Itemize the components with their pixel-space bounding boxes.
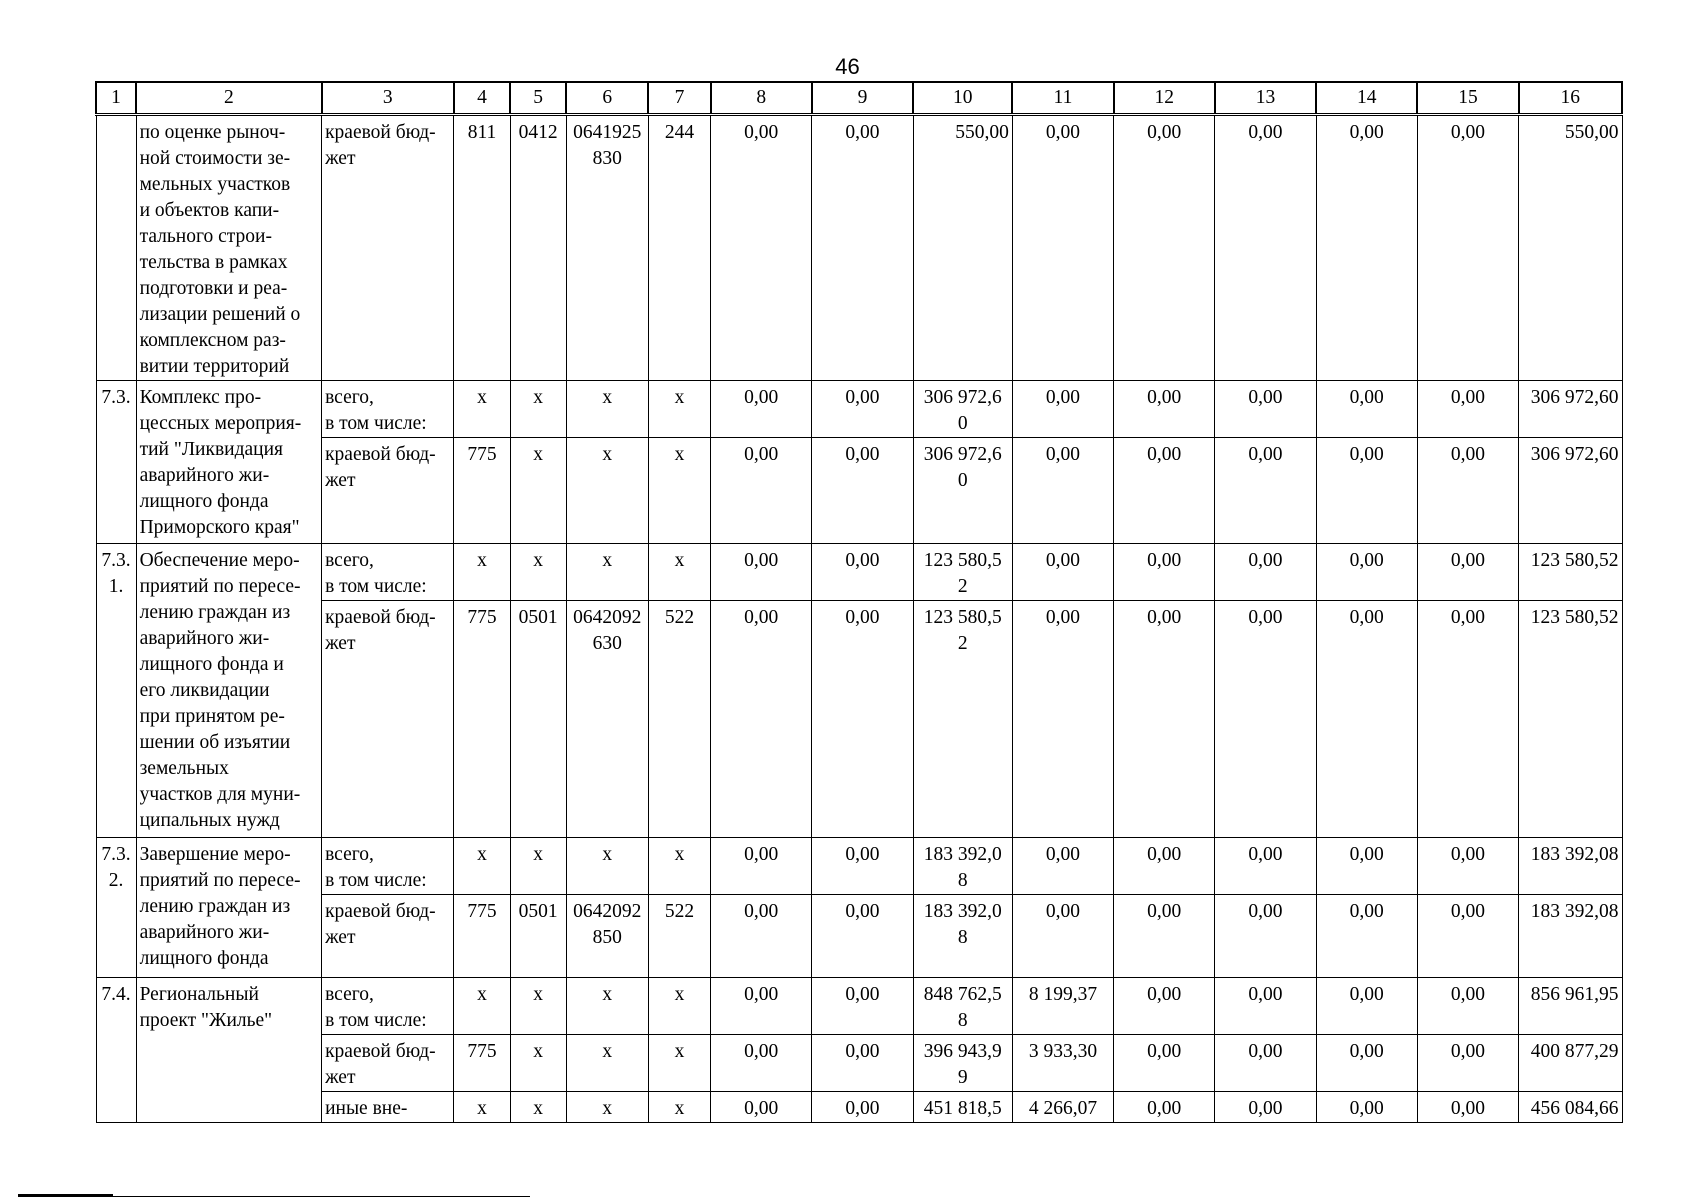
section-code: 0501: [510, 895, 566, 978]
column-header: 11: [1012, 82, 1113, 115]
column-header: 8: [711, 82, 812, 115]
value-cell: 0,00: [1215, 381, 1316, 438]
value-cell: 0,00: [812, 838, 913, 895]
footnote-divider: [18, 1196, 530, 1197]
value-cell: 0,00: [1316, 381, 1417, 438]
value-cell: 0,00: [812, 978, 913, 1035]
value-cell: 0,00: [1316, 838, 1417, 895]
value-cell: 123 580,5 2: [913, 601, 1012, 838]
value-cell: 0,00: [1114, 1092, 1215, 1123]
column-header: 5: [510, 82, 566, 115]
value-cell: 0,00: [1114, 438, 1215, 544]
funding-source: всего, в том числе:: [322, 381, 454, 438]
value-cell: 0,00: [1417, 115, 1518, 381]
column-number-header-row: [96, 82, 1622, 115]
total-cell: 183 392,08: [1519, 895, 1622, 978]
target-code: x: [566, 1035, 648, 1092]
section-code: x: [510, 1035, 566, 1092]
total-cell: 123 580,52: [1519, 544, 1622, 601]
value-cell: 0,00: [812, 381, 913, 438]
column-header: 12: [1114, 82, 1215, 115]
section-code: 0412: [510, 115, 566, 381]
value-cell: 0,00: [1114, 1035, 1215, 1092]
ministry-code: x: [454, 1092, 510, 1123]
value-cell: 0,00: [711, 1092, 812, 1123]
budget-table: [95, 81, 1623, 1123]
total-cell: 123 580,52: [1519, 601, 1622, 838]
target-code: 0642092 630: [566, 601, 648, 838]
value-cell: 0,00: [1417, 1035, 1518, 1092]
row-number: [96, 115, 136, 381]
value-cell: 0,00: [1114, 978, 1215, 1035]
expense-type-code: x: [648, 381, 710, 438]
funding-source: иные вне-: [322, 1092, 454, 1123]
expense-type-code: x: [648, 838, 710, 895]
expense-type-code: 522: [648, 895, 710, 978]
column-header: 15: [1417, 82, 1518, 115]
expense-type-code: x: [648, 438, 710, 544]
value-cell: 0,00: [711, 544, 812, 601]
ministry-code: 775: [454, 1035, 510, 1092]
target-code: x: [566, 838, 648, 895]
target-code: x: [566, 381, 648, 438]
value-cell: 0,00: [1316, 1035, 1417, 1092]
value-cell: 0,00: [1215, 838, 1316, 895]
value-cell: 0,00: [1316, 115, 1417, 381]
item-description: Завершение меро- приятий по пересе- лению граждан из аварийного жи- лищного фонда: [136, 838, 321, 978]
column-header: 10: [913, 82, 1012, 115]
value-cell: 0,00: [711, 438, 812, 544]
value-cell: 183 392,0 8: [913, 838, 1012, 895]
value-cell: 0,00: [1215, 544, 1316, 601]
value-cell: 0,00: [812, 601, 913, 838]
ministry-code: x: [454, 544, 510, 601]
value-cell: 183 392,0 8: [913, 895, 1012, 978]
page-number: 46: [835, 54, 860, 79]
value-cell: 0,00: [812, 438, 913, 544]
value-cell: 0,00: [1316, 544, 1417, 601]
total-cell: 183 392,08: [1519, 838, 1622, 895]
value-cell: 0,00: [1316, 895, 1417, 978]
ministry-code: x: [454, 978, 510, 1035]
ministry-code: 775: [454, 895, 510, 978]
column-header: 6: [566, 82, 648, 115]
target-code: x: [566, 544, 648, 601]
row-number: 7.3. 2.: [96, 838, 136, 978]
section-code: x: [510, 978, 566, 1035]
expense-type-code: 244: [648, 115, 710, 381]
funding-source: всего, в том числе:: [322, 838, 454, 895]
value-cell: 0,00: [1012, 438, 1113, 544]
column-header: 16: [1519, 82, 1622, 115]
section-code: x: [510, 838, 566, 895]
value-cell: 451 818,5: [913, 1092, 1012, 1123]
table-row: [96, 381, 1622, 438]
value-cell: 0,00: [711, 895, 812, 978]
total-cell: 856 961,95: [1519, 978, 1622, 1035]
ministry-code: 775: [454, 601, 510, 838]
value-cell: 0,00: [1417, 381, 1518, 438]
column-header: 13: [1215, 82, 1316, 115]
value-cell: 0,00: [812, 895, 913, 978]
value-cell: 0,00: [1114, 838, 1215, 895]
row-number: 7.3. 1.: [96, 544, 136, 838]
section-code: 0501: [510, 601, 566, 838]
value-cell: 0,00: [1114, 544, 1215, 601]
value-cell: 550,00: [913, 115, 1012, 381]
value-cell: 0,00: [1215, 1092, 1316, 1123]
section-code: x: [510, 1092, 566, 1123]
value-cell: 0,00: [1417, 1092, 1518, 1123]
value-cell: 0,00: [1417, 438, 1518, 544]
value-cell: 0,00: [1114, 381, 1215, 438]
value-cell: 0,00: [1417, 544, 1518, 601]
value-cell: 0,00: [812, 1035, 913, 1092]
column-header: 3: [322, 82, 454, 115]
value-cell: 0,00: [1417, 895, 1518, 978]
target-code: x: [566, 1092, 648, 1123]
value-cell: 0,00: [1215, 978, 1316, 1035]
value-cell: 0,00: [1316, 601, 1417, 838]
funding-source: краевой бюд- жет: [322, 1035, 454, 1092]
table-row: [96, 544, 1622, 601]
target-code: 0641925 830: [566, 115, 648, 381]
value-cell: 0,00: [711, 978, 812, 1035]
value-cell: 8 199,37: [1012, 978, 1113, 1035]
table-row: [96, 115, 1622, 381]
ministry-code: x: [454, 381, 510, 438]
column-header: 9: [812, 82, 913, 115]
value-cell: 0,00: [711, 601, 812, 838]
target-code: x: [566, 438, 648, 544]
target-code: x: [566, 978, 648, 1035]
target-code: 0642092 850: [566, 895, 648, 978]
table-row: [96, 838, 1622, 895]
table-row: [96, 438, 1622, 544]
value-cell: 0,00: [1012, 115, 1113, 381]
value-cell: 0,00: [812, 544, 913, 601]
value-cell: 0,00: [1114, 601, 1215, 838]
value-cell: 0,00: [1316, 1092, 1417, 1123]
table-row: [96, 1035, 1622, 1092]
value-cell: 123 580,5 2: [913, 544, 1012, 601]
value-cell: 0,00: [1012, 601, 1113, 838]
value-cell: 306 972,6 0: [913, 438, 1012, 544]
value-cell: 0,00: [1215, 601, 1316, 838]
value-cell: 848 762,5 8: [913, 978, 1012, 1035]
section-code: x: [510, 438, 566, 544]
funding-source: всего, в том числе:: [322, 544, 454, 601]
value-cell: 3 933,30: [1012, 1035, 1113, 1092]
expense-type-code: x: [648, 544, 710, 601]
column-header: 7: [648, 82, 710, 115]
value-cell: 0,00: [1012, 838, 1113, 895]
value-cell: 0,00: [1114, 895, 1215, 978]
item-description: Региональный проект "Жилье": [136, 978, 321, 1123]
ministry-code: 775: [454, 438, 510, 544]
value-cell: 396 943,9 9: [913, 1035, 1012, 1092]
section-code: x: [510, 381, 566, 438]
row-number: 7.3.: [96, 381, 136, 544]
value-cell: 4 266,07: [1012, 1092, 1113, 1123]
value-cell: 0,00: [1417, 838, 1518, 895]
value-cell: 0,00: [812, 1092, 913, 1123]
funding-source: всего, в том числе:: [322, 978, 454, 1035]
item-description: по оценке рыноч- ной стоимости зе- мельных участков и объектов капи- тального строи- тельства в рамках подготовки и реа- лизации решений о комплексном раз- витии территорий: [136, 115, 321, 381]
value-cell: 0,00: [711, 115, 812, 381]
expense-type-code: x: [648, 1092, 710, 1123]
table-row: [96, 601, 1622, 838]
value-cell: 0,00: [1114, 115, 1215, 381]
ministry-code: 811: [454, 115, 510, 381]
total-cell: 306 972,60: [1519, 438, 1622, 544]
total-cell: 456 084,66: [1519, 1092, 1622, 1123]
value-cell: 0,00: [1012, 544, 1113, 601]
value-cell: 0,00: [1316, 978, 1417, 1035]
ministry-code: x: [454, 838, 510, 895]
total-cell: 400 877,29: [1519, 1035, 1622, 1092]
column-header: 4: [454, 82, 510, 115]
value-cell: 0,00: [1215, 438, 1316, 544]
footnote-divider-accent: [18, 1194, 113, 1196]
value-cell: 0,00: [1417, 601, 1518, 838]
item-description: Обеспечение меро- приятий по пересе- лению граждан из аварийного жи- лищного фонда и его ликвидации при принятом ре- шении об изъятии земельных участков для муни- ципальных нужд: [136, 544, 321, 838]
value-cell: 306 972,6 0: [913, 381, 1012, 438]
value-cell: 0,00: [1215, 115, 1316, 381]
section-code: x: [510, 544, 566, 601]
value-cell: 0,00: [711, 381, 812, 438]
expense-type-code: x: [648, 978, 710, 1035]
table-row: [96, 978, 1622, 1035]
funding-source: краевой бюд- жет: [322, 438, 454, 544]
row-number: 7.4.: [96, 978, 136, 1123]
value-cell: 0,00: [1417, 978, 1518, 1035]
funding-source: краевой бюд- жет: [322, 601, 454, 838]
table-row: [96, 895, 1622, 978]
value-cell: 0,00: [1012, 381, 1113, 438]
expense-type-code: x: [648, 1035, 710, 1092]
column-header: 2: [136, 82, 321, 115]
funding-source: краевой бюд- жет: [322, 115, 454, 381]
value-cell: 0,00: [1316, 438, 1417, 544]
total-cell: 550,00: [1519, 115, 1622, 381]
column-header: 1: [96, 82, 136, 115]
value-cell: 0,00: [1012, 895, 1113, 978]
value-cell: 0,00: [1215, 1035, 1316, 1092]
value-cell: 0,00: [1215, 895, 1316, 978]
item-description: Комплекс про- цессных мероприя- тий "Ликвидация аварийного жи- лищного фонда Приморского края": [136, 381, 321, 544]
expense-type-code: 522: [648, 601, 710, 838]
value-cell: 0,00: [711, 1035, 812, 1092]
table-row: [96, 1092, 1622, 1123]
total-cell: 306 972,60: [1519, 381, 1622, 438]
funding-source: краевой бюд- жет: [322, 895, 454, 978]
column-header: 14: [1316, 82, 1417, 115]
value-cell: 0,00: [812, 115, 913, 381]
value-cell: 0,00: [711, 838, 812, 895]
